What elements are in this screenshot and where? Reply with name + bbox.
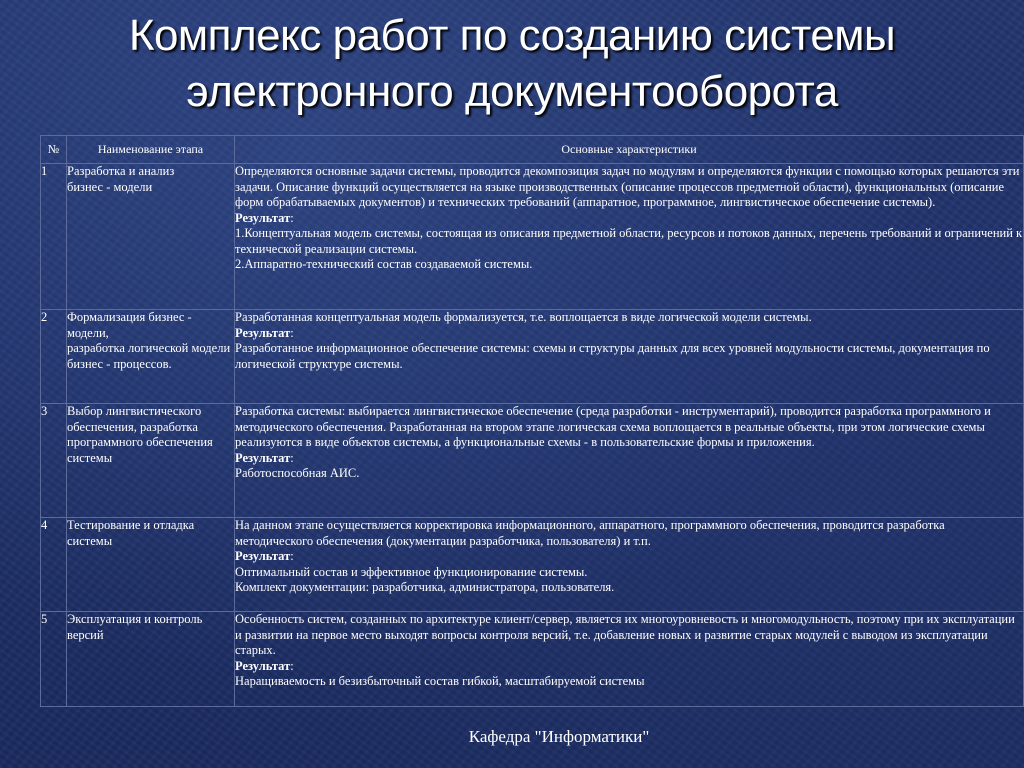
- stages-table: [40, 135, 1024, 707]
- stage-name-line: Формализация бизнес - модели,: [67, 310, 192, 340]
- stage-number: 1: [41, 164, 67, 310]
- stage-result-text: 1.Концептуальная модель системы, состоящая из описания предметной области, ресурсов и потоков данных, перечень требований и ограничений к технической реализации системы.: [235, 226, 1023, 256]
- stage-result-text: 2.Аппаратно-технический состав создаваемой системы.: [235, 257, 533, 271]
- table-row: [41, 612, 1024, 707]
- stage-characteristics: [235, 404, 1024, 518]
- stage-name-line: Выбор лингвистического обеспечения, разработка программного обеспечения системы: [67, 404, 213, 465]
- table-row: [41, 164, 1024, 310]
- result-heading: Результат:: [235, 549, 294, 563]
- result-label: Результат: [235, 658, 291, 673]
- result-heading: Результат:: [235, 450, 294, 465]
- result-heading: Результат:: [235, 658, 294, 673]
- stage-result-text: Работоспособная АИС.: [235, 466, 360, 480]
- slide-title: [0, 8, 1024, 120]
- table-row: [41, 310, 1024, 404]
- stage-characteristics: [235, 518, 1024, 612]
- result-label: Результат: [235, 549, 291, 563]
- stage-name: [67, 612, 235, 707]
- stage-number: 5: [41, 612, 67, 707]
- slide-title-line-2: электронного документооборота: [186, 67, 838, 116]
- result-label: Результат: [235, 325, 291, 340]
- stage-number: 3: [41, 404, 67, 518]
- stage-name: [67, 310, 235, 404]
- stage-name-line: Разработка и анализ: [67, 164, 175, 178]
- stage-name-line: разработка логической модели: [67, 341, 231, 355]
- stage-result-text: Наращиваемость и безизбыточный состав гибкой, масштабируемой системы: [235, 674, 645, 688]
- stage-result-text: Разработанное информационное обеспечение системы: схемы и структуры данных для всех уровней модульности системы, документация по логической структуре системы.: [235, 341, 990, 371]
- stage-number: 4: [41, 518, 67, 612]
- stage-characteristics: [235, 310, 1024, 404]
- stage-description-text: Особенность систем, созданных по архитектуре клиент/сервер, является их многоуровневость и многомодульность, поэтому при их эксплуатации и развитии на первое место выходят вопросы контроля версий, т.е. добавление новых и развитие старых модулей с выводом из эксплуатации старых.: [235, 612, 1015, 657]
- header-characteristics: Основные характеристики: [235, 136, 1024, 164]
- stage-name-line: Тестирование и отладка системы: [67, 518, 195, 548]
- result-label: Результат: [235, 450, 291, 465]
- stage-name: [67, 404, 235, 518]
- stage-number: 2: [41, 310, 67, 404]
- result-heading: Результат:: [235, 210, 294, 225]
- stage-description-text: На данном этапе осуществляется корректировка информационного, аппаратного, программного обеспечения, проводится разработка методического обеспечения (документации разработчика, пользователя) и т.п.: [235, 518, 945, 548]
- stage-description-text: Разработка системы: выбирается лингвистическое обеспечение (среда разработки - инструментарий), проводится разработка программного и методического обеспечения. Разработанная на втором этапе логическая схема воплощается в реальные объекты, при этом логические схемы реализуются в виде объектов системы, а функциональные схемы - в пользовательские формы и приложения.: [235, 404, 991, 449]
- stage-characteristics: [235, 164, 1024, 310]
- stage-result-text: Оптимальный состав и эффективное функционирование системы.: [235, 564, 588, 579]
- stage-name: [67, 164, 235, 310]
- table-body: [41, 164, 1024, 707]
- table-row: [41, 404, 1024, 518]
- stage-characteristics: [235, 612, 1024, 707]
- stage-name-line: бизнес - модели: [67, 179, 153, 194]
- stage-name: [67, 518, 235, 612]
- stage-description-text: Определяются основные задачи системы, проводится декомпозиция задач по модулям и определяются функции с помощью которых решаются эти задачи. Описание функций осуществляется на языке производственных (описание процессов предметной области), функциональных (описание форм обрабатываемых документов) и технических требований (аппаратное, программное, лингвистическое обеспечение системы).: [235, 164, 1020, 209]
- header-stage-name: Наименование этапа: [67, 136, 235, 164]
- stage-result-text: Комплект документации: разработчика, администратора, пользователя.: [235, 580, 615, 594]
- table-row: [41, 518, 1024, 612]
- result-label: Результат: [235, 210, 291, 225]
- result-heading: Результат:: [235, 325, 294, 340]
- stage-name-line: Эксплуатация и контроль версий: [67, 612, 203, 642]
- table-header-row: [41, 136, 1024, 164]
- stage-description-text: Разработанная концептуальная модель формализуется, т.е. воплощается в виде логической модели системы.: [235, 310, 812, 324]
- footer-department: Кафедра "Информатики": [468, 727, 650, 746]
- stage-name-line: бизнес - процессов.: [67, 356, 172, 371]
- header-number: №: [41, 136, 67, 164]
- slide-title-line-1: Комплекс работ по созданию системы: [128, 11, 896, 60]
